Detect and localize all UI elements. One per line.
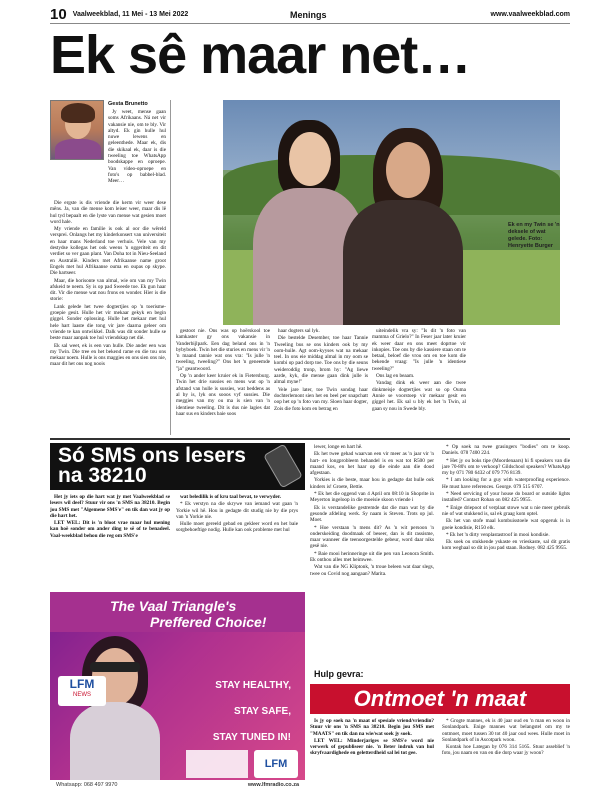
paragraph: Die ergste is dis vriende die kerm vir weer dese mêns. Ja, van die mense kom leiser weer, maar dis lê hul tyd bepaalt en die lyste van mense wat gesien moet word hale. (50, 200, 166, 225)
paragraph: Jy weet, mense gaan soms Afrikaans. Ná net vir vakansie nie, om te bly. Vir altyd. Ek gin hulle hul nuwe lewens en geleenthede. Maar ek, dis die skikaal ek, daar is die tweeling toe WhatsApp boodskappe en oproepe. Van video-oproepe en foto's op babbel-blad. Meer… (108, 109, 166, 185)
paragraph: Yorkies is die beste, maar hou in gedagte dat hulle ook kinders is! Groete, Bettie. (310, 477, 434, 490)
paragraph: * Ek het 'n dirty venplastastroof in mooi kondisie. (446, 531, 550, 538)
paragraph: Wat van die NG Kliptonk, 'n troue beleen wat daar slegs, twee ou Covid nog aangaan? Marita. (310, 564, 434, 577)
paragraph: Ek is verstandelike gestremde dat die man wat by die gesonde afdeling werk. Sy naam is Steven. Trots op jul. Moet. (310, 504, 434, 524)
page-number: 10 (50, 6, 67, 23)
ont-col1 (310, 718, 434, 788)
ad-brand-name: LFM (69, 677, 95, 691)
paragraph: * Ek verstyn na die skrywe van iemand wat gaan 'n Yorkie wil hê. Hou in gedagte dit studig nie by die prys van 'n Yorkie nie. (176, 501, 298, 520)
paragraph: Ons lag en beaam. (376, 373, 415, 380)
paragraph: * Baie mooi herinneringe uit die pen van Leonora Smith. Ek onthou alles met heimwee. (310, 550, 434, 564)
article-photo (223, 100, 560, 325)
paragraph: haar dogters sal lyk. (278, 328, 320, 334)
paragraph: Ek soek ou stukkende yskaste en vrieskaste, sal dit gratis kom weghaal so dit in jou pad staan. Rodney. 082 425 9955. (442, 539, 570, 552)
paragraph: Het jy iets op die hart wat jy met Vaalweekblad se lesers wil deel? Stuur vir ons 'n SMS na 38210. Begin jou SMS met "Algemene SMS'e" en tik dan wat jy op die hart het. (50, 494, 170, 519)
paragraph: * Het jy ou boks tipe (Moordenaars) hi fi speakers van die jare 70-80's om te verkoop? Gildschool speakers? WhatsApp my by 071 780 6432 of 079 776 8139. (442, 457, 570, 477)
paragraph: * Need servicing of your house do board or outside lights installed? Contact Rohan on 082 425 9955. (442, 491, 570, 504)
paragraph: * Enige driepoot of verplaat stowe wat u nie meer gebruik nie of wat stukkend is, sal ek graag kom optel. (442, 504, 570, 517)
article-col4 (372, 328, 466, 434)
article-col2 (176, 328, 270, 434)
photo-caption: Ek en my Twin se 'n deksele of wat gelede. Foto: Henryette Burger (508, 222, 560, 249)
paragraph: Vandag dink ek weer aan die twee dinkmeisje dogtertjies wat so op Ouma Annie se voorstoep vir mekaar gesit en giggel het. Ek sal u bly ek het 'n Twin, al gaan sy nou in Swede bly. (372, 380, 466, 412)
columnist-name: Gesta Brunetto (108, 101, 148, 107)
ad-website[interactable]: www.lfmradio.co.za (247, 781, 299, 788)
ad-frequency-box (186, 750, 248, 778)
article-col1-intro (108, 109, 166, 199)
paragraph: LET WEL: Minderjariges se SMS'e word nie verwerk of gepubliseer nie. 'n Beter indruk van hul skryfvaardighede en geletterdheid sal lei tot gee. (310, 737, 434, 757)
ad-line1: STAY HEALTHY, (215, 680, 291, 691)
paragraph: * Ek het die oggend van 4 April om 08:10 in Shoprite in Meyerton ingeloop in die moeisie skoon vriende i (310, 491, 434, 504)
sms-col3 (310, 444, 434, 669)
ontmoet-banner: Ontmoet 'n maat (310, 684, 570, 714)
paragraph: Ek het twee gehad waarvan een vir meer as 'n jaar vir 'n hart- en longprobleem behandel is en wat tot R500 per maand kos, en het haar op die einde aan die dood afgestaan. (310, 451, 434, 477)
publication-date: Vaalweekblad, 11 Mei - 13 Mei 2022 (72, 11, 189, 18)
paragraph: LET WEL: Dit is 'n bloot vrae maar hul mening kan hoë sonder om ander ding te sê of te benadeel. Vaal-weekblad behou die reg om SMS'e (50, 520, 170, 539)
paragraph: uiteindelik vra sy: "Is dit 'n foto van mamma of Grielo?" In Feser jaar later kruier ek weer daar en ons meet doprtoe vir inkopies. Toe ons by die kassiere staan om te betaal, beloef die vrou om en toe kom die bekende vraag: "Is julle 'n identiese tweeling?" (372, 328, 466, 372)
section-divider (50, 438, 570, 440)
ad-logo-small: LFM (254, 750, 298, 778)
paragraph: * Op soek na twee grasingers "bodies" om te koop. Daniels. 078 7400 224. (442, 444, 570, 457)
site-url[interactable]: www.vaalweekblad.com (490, 11, 570, 18)
ad-line3: STAY TUNED IN! (212, 732, 291, 743)
sms-col4 (442, 444, 570, 680)
paragraph: wat beledilik is of kru taal bevat, te verwyder. (180, 494, 281, 500)
paragraph: Vele jare later, toe Twin sondag haar dochterlemont sien het en beel per snapchatt oop het op 'n foto van my. Sloen haar dogter, Zois die foto kom en betrag en (274, 386, 368, 412)
article-col1 (50, 200, 166, 434)
paragraph: Die bestelde Desember, toe haar Tannie Tweeling bus se ons kinders ook by my oom-huile. Agt oom-kyyses wat na mekaar teel. In ons eie middag almal in my oom se kombi op pad dorp toe. Toe ons by die seuns weideroddig tronp, brom hy: "Ag liewe aarde, kyk, die mense gaan dink julle is almal myne!" (274, 335, 368, 386)
paragraph: Lank gelede het twee dogtertjies op 'n toerisme-groepie gesit. Hulle het vir mekaar gekyk en begin giggel. Sonder oplossing. Hulle het mekaar met hul hele hart laaste die tong vir jare daarna geleer om vriende te kan ontwikkel. Dalk was dit sonder hulle se beste maar aanpak toe hul vriendskap net dié. (50, 303, 166, 342)
section-name: Menings (290, 9, 327, 20)
columnist-photo (50, 100, 104, 160)
paragraph: My vriende en familie is ook al oor die wêreld versprei. Onlangs het my kinderkonsert van universiteit en haar mans Nederland toe verhuis. Vele van my destydse kollegas het ook weens 'n oggeriteit en dit verdiet so ver gaan plant. Van Doha tot in Nieu-Seeland en Australië. Kinders met Afrikaanse name groot Engels met hul Afrikaanse ouma en oupas op skype. Die hartseer. (50, 226, 166, 277)
paragraph: gestoot nie. Ons was op hoërskool toe kamkaster gy ons vakansie in Vanderbijlpark. Een dag beland ons in 'n bybyboek. Twin het die sturies en mens vir 'n 'n maand tannie wat ons vra: "Is julle 'n tweeling, tweeling?" Ons het 'n geneemde "ja" geantwoord. (176, 328, 270, 372)
page-header (50, 6, 570, 24)
ad-brand-sub: NEWS (73, 692, 91, 698)
ad-woman-image (60, 632, 170, 782)
sms-banner (50, 443, 305, 490)
paragraph: Is jy op soek na 'n maat of spesiale vriend/vriendin? Stuur vir ons 'n SMS na 38210. Begin jou SMS met "MAATS" en tik dan na wie/wat soek jy soek. (310, 718, 434, 737)
paragraph: * Grogte mannes, ek is 40 jaar oud en 'n man en woon in Sonlandpark. Enige mannes wat belangstel om my te ontmoet, moet tussen 30 tot 40 jaar oud wees. Hulle moet in Sonlandpark of in Ascotpark woon. (442, 718, 570, 743)
hulp-gevra-heading: Hulp gevra: (314, 669, 364, 679)
paragraph: Ek het van stofe maal kombuisstoele wat opgeruk is in goeie kondisie, R150 elk. (442, 518, 570, 531)
paragraph: Hulle moet gereeld gebad en gekleer word en het baie sorgbehoeftige nodig. Hulle kan ook probleme met hul (176, 521, 298, 534)
article-col3 (274, 328, 368, 434)
paragraph: Maar, die horisonte van almal, wie om van my Twin afskeid te neem. Sy is op pad Sweede toe. Ek gun haar dit. Vir die mense wat nou frons en wonder. Hier is die storie: (50, 277, 166, 303)
paragraph: * I am looking for a guy with waterproofing experience. He must have references. George. 079 515 6707. (442, 477, 570, 490)
column-divider (170, 100, 171, 435)
sms-banner-line2: na 38210 (58, 464, 147, 487)
paragraph: * Hoe verstaan 'n mens dit? As 'n wit persoon 'n onderskeiding doodmaak of beseer, dan is dit rassisme, maar wanneer die teenoorgestelde gebeur, word daar niks gesê nie. (310, 524, 434, 550)
paragraph: Kontak hoe Lategan by 076 314 5165. Stuur asseblief 'n foto, jou naam en van en die dorp waar jy woon? (442, 744, 570, 757)
page-headline: Ek sê maar net… (50, 25, 471, 85)
sms-banner-line1: Só SMS ons lesers (58, 444, 246, 467)
radio-advertisement[interactable] (50, 592, 305, 789)
ad-title-line2: Preffered Choice! (150, 614, 267, 630)
paragraph: lewer, longe en hart hê. (314, 444, 363, 450)
ad-brand-logo (58, 676, 106, 706)
paragraph: Ek sal weet, ek is een van hulle. Die ander een was my Twin. Die tree en het bekend rame en die tou ons mekaar noem. Hulle is ons maggies en ons sien ons nie, maar dit het ons nog noois (50, 342, 166, 368)
ad-whatsapp[interactable]: Whatsapp: 068 497 9970 (56, 781, 118, 788)
paragraph: Op 'n ander keer kruier ek in Fietersburg. Twin het drie sussies en mens wat op 'n afstand van hulle is sussies, wat beddens as al by is, lyk ons sooos vyf sussies. Die meggies van my ou ma is sien van 'n identiese tweeling. Dit is dus nie lagies dat haar sus en kinders baie soos (176, 373, 270, 417)
sms-col2 (176, 494, 298, 589)
ad-title-line1: The Vaal Triangle's (110, 598, 237, 614)
ad-line2: STAY SAFE, (233, 706, 291, 717)
ont-col2 (442, 718, 570, 788)
phone-icon (263, 444, 303, 489)
sms-col1 (50, 494, 170, 589)
